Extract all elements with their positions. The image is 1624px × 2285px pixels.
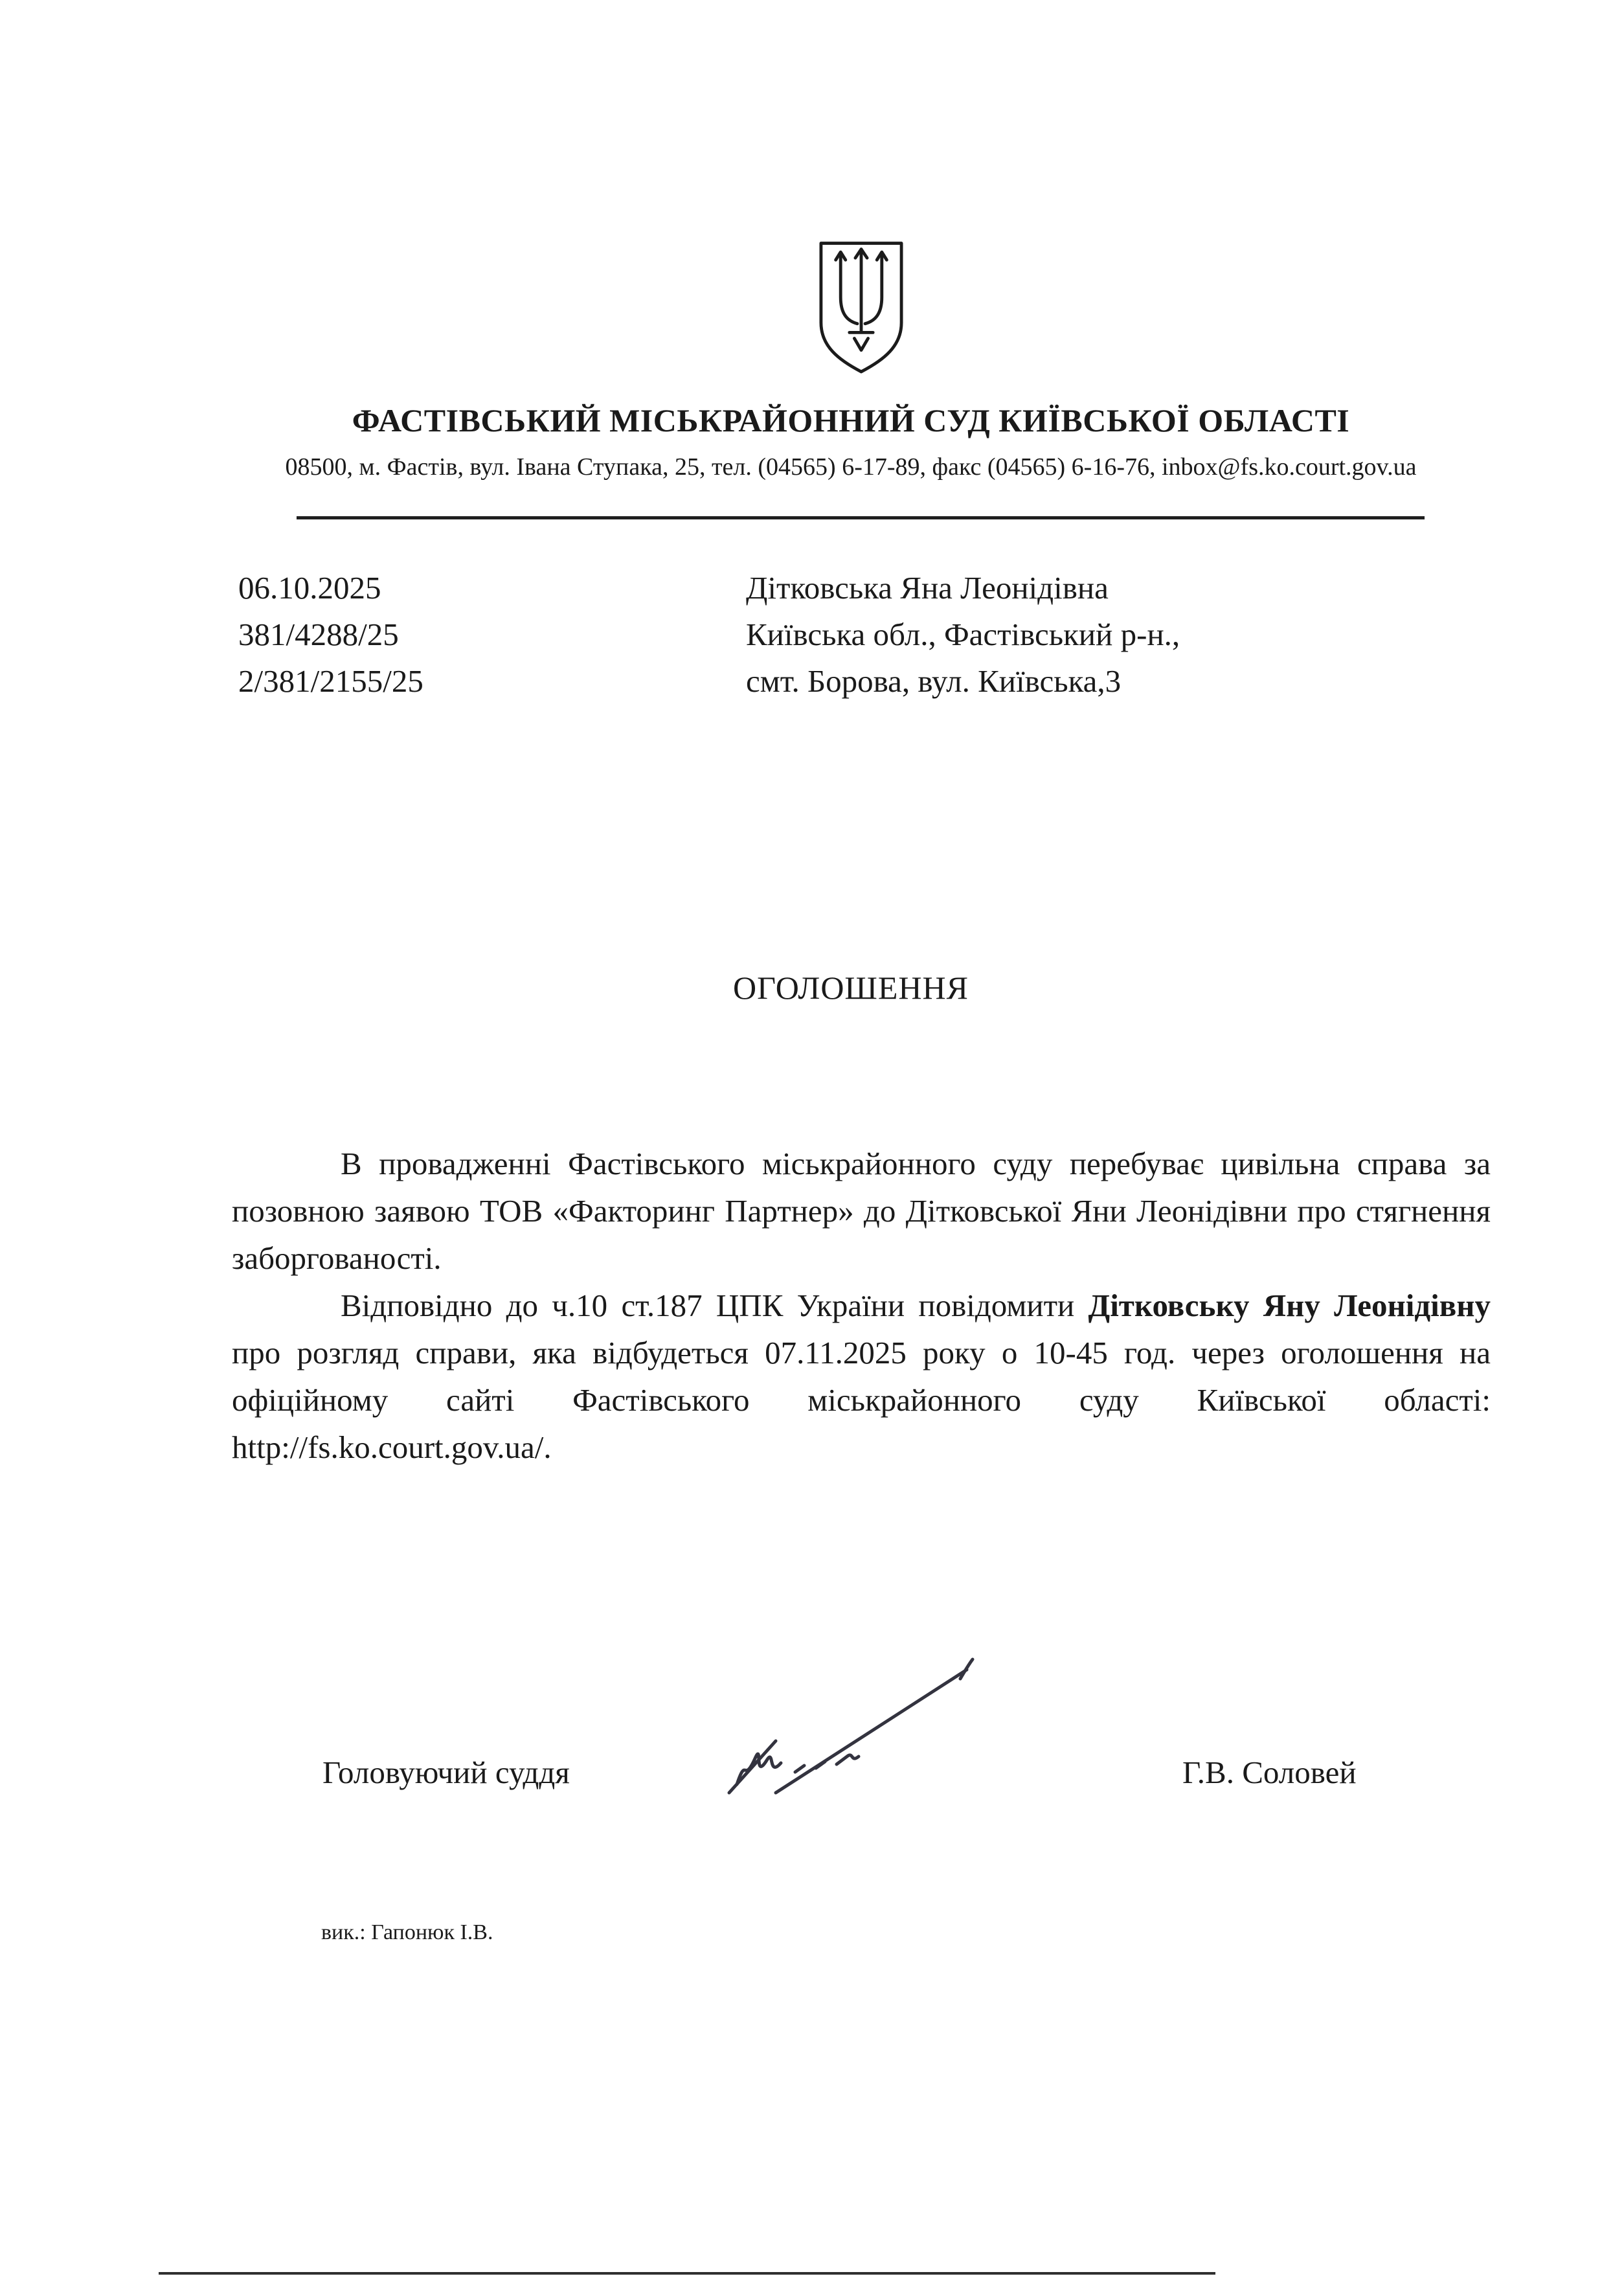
document-title: ОГОЛОШЕННЯ xyxy=(733,970,969,1006)
document-header xyxy=(259,400,1443,482)
case-meta-block xyxy=(238,565,423,705)
addressee-block xyxy=(746,565,1180,705)
paragraph-2-text: Відповідно до ч.10 ст.187 ЦПК України повідомити xyxy=(341,1288,1088,1323)
document-body xyxy=(232,1140,1491,1471)
court-address-line: 08500, м. Фастів, вул. Івана Ступака, 25, тел. (04565) 6-17-89, факс (04565) 6-16-76, inbox@fs.ko.court.gov.ua xyxy=(285,453,1417,481)
document-date: 06.10.2025 xyxy=(238,570,381,606)
judge-name: Г.В. Соловей xyxy=(1182,1755,1357,1790)
case-number: 381/4288/25 xyxy=(238,617,399,652)
proceeding-number: 2/381/2155/25 xyxy=(238,663,423,699)
scan-edge-artifact xyxy=(159,2272,1215,2275)
addressee-name: Дітковська Яна Леонідівна xyxy=(746,570,1109,606)
handwritten-signature-icon xyxy=(698,1645,1002,1807)
body-paragraph-2 xyxy=(232,1282,1491,1471)
ukraine-trident-icon xyxy=(812,238,910,376)
body-paragraph-1: В провадженні Фастівського міськрайонного суду перебуває цивільна справа за позовною заявою ТОВ «Факторинг Партнер» до Дітковської Яни Леонідівни про стягнення заборгованості. xyxy=(232,1146,1491,1276)
header-divider xyxy=(297,516,1425,519)
court-name: ФАСТІВСЬКИЙ МІСЬКРАЙОННИЙ СУД КИЇВСЬКОЇ ОБЛАСТІ xyxy=(352,402,1350,438)
paragraph-2-text-continued: про розгляд справи, яка відбудеться 07.11.2025 року о 10-45 год. через оголошення на офіційному сайті Фастівського міськрайонного суду Київської області: http://fs.ko.court.gov.ua/. xyxy=(232,1335,1491,1465)
signature-row xyxy=(232,1742,1491,1820)
addressee-street: смт. Борова, вул. Київська,3 xyxy=(746,663,1122,699)
addressee-region: Київська обл., Фастівський р-н., xyxy=(746,617,1180,652)
judge-role-label: Головуючий суддя xyxy=(322,1755,570,1790)
executor-note: вик.: Гапонюк І.В. xyxy=(321,1920,493,1944)
paragraph-2-addressee-bold: Дітковську Яну Леонідівну xyxy=(1088,1288,1491,1323)
